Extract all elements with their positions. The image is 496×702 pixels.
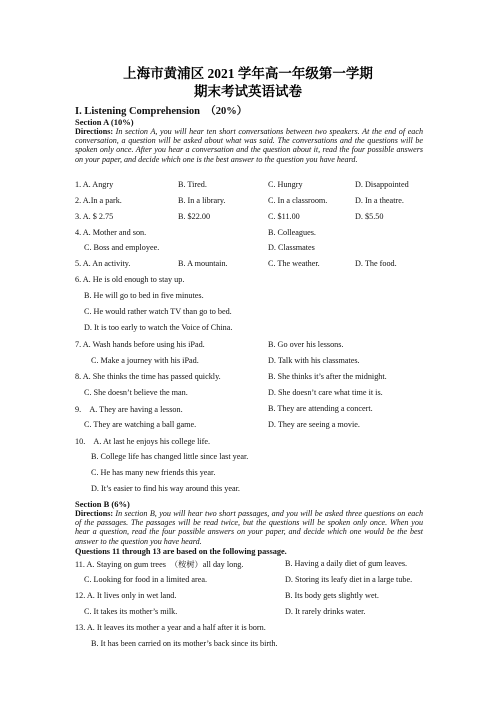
question-13-option-a: 13. A. It leaves its mother a year and a half after it is born. [75,623,266,632]
directions-text: In section B, you will hear two short passages, and you will be asked three questions on each of the passages. The passages will be read twice, but the questions will be spoken only once. When you hear a question, read the four possible answers on your paper, and decide which one would be the best answer to the question you have heard. [75,509,423,546]
question-7-option-d: D. Talk with his classmates. [268,356,360,365]
question-11-option-d: D. Storing its leafy diet in a large tube. [285,575,413,584]
question-4-option-a: 4. A. Mother and son. [75,228,147,237]
passage-heading: Questions 11 through 13 are based on the following passage. [75,547,287,556]
question-3-option-c: C. $11.00 [268,212,300,221]
question-1-option-d: D. Disappointed [355,180,409,189]
question-4-option-d: D. Classmates [268,243,315,252]
question-12-option-c: C. It takes its mother’s milk. [84,607,178,616]
question-11-option-c: C. Looking for food in a limited area. [84,575,208,584]
question-6-option-c: C. He would rather watch TV than go to bed. [84,307,232,316]
question-12-option-d: D. It rarely drinks water. [285,607,366,616]
question-4-option-c: C. Boss and employee. [84,243,160,252]
question-11-option-a: 11. A. Staying on gum trees （桉树）all day long. [75,560,244,569]
question-2-option-a: 2. A.In a park. [75,196,122,205]
question-10-option-c: C. He has many new friends this year. [91,468,216,477]
question-2-option-b: B. In a library. [178,196,226,205]
question-10-option-b: B. College life has changed little since last year. [91,452,249,461]
question-2-option-c: C. In a classroom. [268,196,328,205]
question-10-option-d: D. It’s easier to find his way around this year. [91,484,240,493]
question-11-option-b: B. Having a daily diet of gum leaves. [285,559,408,568]
question-4-option-b: B. Colleagues. [268,228,316,237]
question-1-option-b: B. Tired. [178,180,207,189]
question-9-option-d: D. They are seeing a movie. [268,420,360,429]
question-1-option-c: C. Hungry [268,180,303,189]
section-a-heading: Section A (10%) [75,117,134,127]
directions-text: In section A, you will hear ten short conversations between two speakers. At the end of each conversation, a question will be asked about what was said. The conversations and the questions will be spoken only once. After you hear a conversation and the question about it, read the four possible answers on your paper, and decide which one is the best answer to the question you have heard. [75,127,423,164]
question-8-option-d: D. She doesn’t care what time it is. [268,388,383,397]
section-b-heading: Section B (6%) [75,499,130,509]
question-8-option-b: B. She thinks it’s after the midnight. [268,372,387,381]
question-3-option-a: 3. A. $ 2.75 [75,212,114,221]
question-9-option-a: 9. A. They are having a lesson. [75,405,183,414]
exam-title-line2: 期末考试英语试卷 [194,84,302,99]
question-1-option-a: 1. A. Angry [75,180,114,189]
directions-label: Directions: [75,127,114,136]
question-8-option-c: C. She doesn’t believe the man. [84,388,188,397]
question-3-option-d: D. $5.50 [355,212,384,221]
question-7-option-b: B. Go over his lessons. [268,340,344,349]
question-10-option-a: 10. A. At last he enjoys his college life. [75,437,211,446]
question-6-option-b: B. He will go to bed in five minutes. [84,291,204,300]
question-3-option-b: B. $22.00 [178,212,211,221]
question-12-option-a: 12. A. It lives only in wet land. [75,591,177,600]
question-9-option-b: B. They are attending a concert. [268,404,373,413]
question-2-option-d: D. In a theatre. [355,196,404,205]
question-6-option-a: 6. A. He is old enough to stay up. [75,275,185,284]
question-12-option-b: B. Its body gets slightly wet. [285,591,379,600]
directions-label: Directions: [75,509,114,518]
question-5-option-c: C. The weather. [268,259,320,268]
part1-heading: I. Listening Comprehension （20%） [75,106,248,117]
question-13-option-b: B. It has been carried on its mother’s back since its birth. [91,639,278,648]
question-7-option-a: 7. A. Wash hands before using his iPad. [75,340,205,349]
section-b-directions [75,509,423,546]
question-5-option-a: 5. A. An activity. [75,259,131,268]
question-6-option-d: D. It is too early to watch the Voice of China. [84,323,233,332]
question-7-option-c: C. Make a journey with his iPad. [91,356,199,365]
question-9-option-c: C. They are watching a ball game. [84,420,197,429]
exam-title-line1: 上海市黄浦区 2021 学年高一年级第一学期 [123,66,373,81]
question-8-option-a: 8. A. She thinks the time has passed quickly. [75,372,221,381]
question-5-option-d: D. The food. [355,259,397,268]
question-5-option-b: B. A mountain. [178,259,228,268]
section-a-directions [75,127,423,164]
